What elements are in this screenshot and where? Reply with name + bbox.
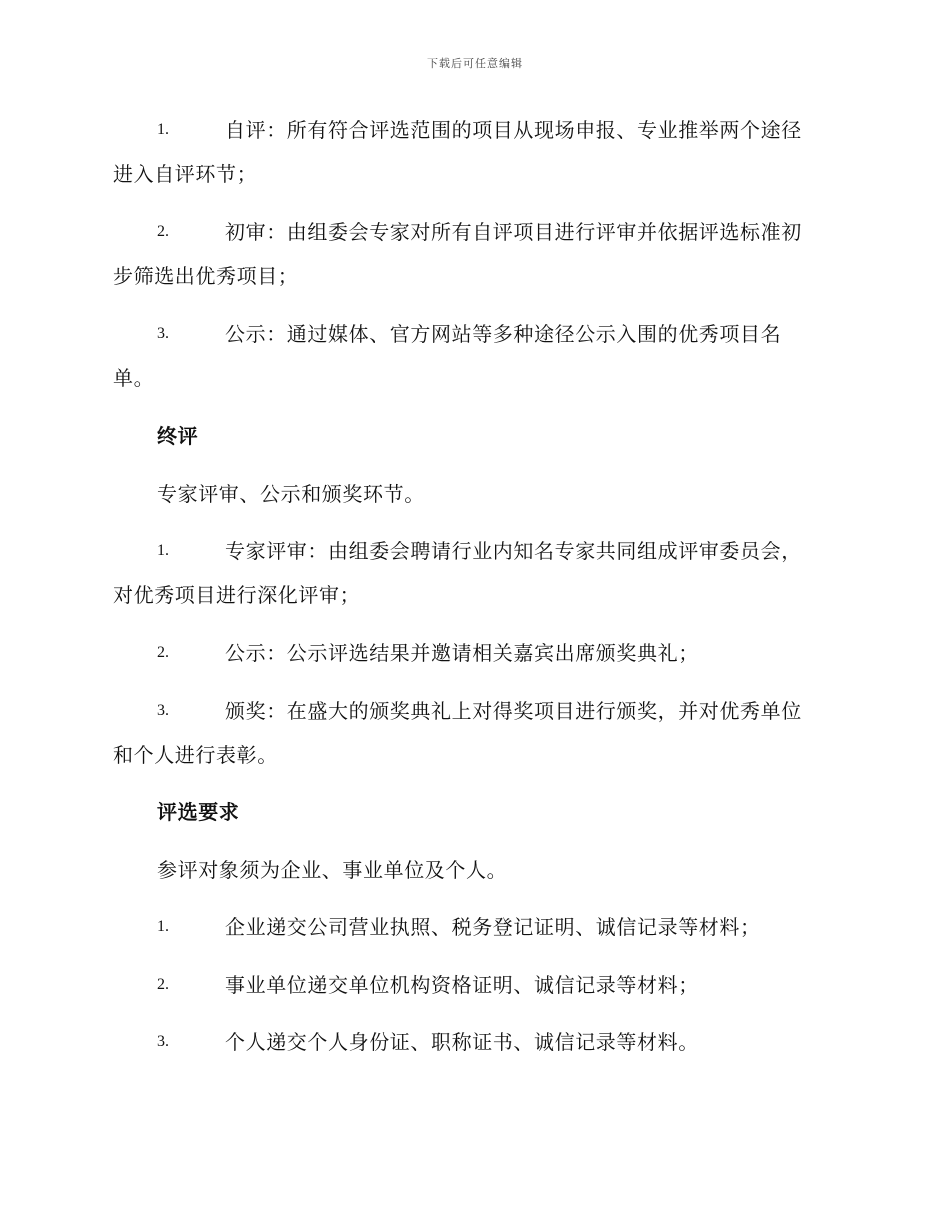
list-item <box>0 965 950 1005</box>
list-item <box>0 212 950 252</box>
list-item-text-continued: 步筛选出优秀项目； <box>113 264 299 288</box>
list-item <box>0 633 950 673</box>
list-item-text-continued: 和个人进行表彰。 <box>113 743 278 767</box>
list-number: 2. <box>157 644 169 661</box>
list-item <box>0 907 950 947</box>
list-item-text: 专家评审：由组委会聘请行业内知名专家共同组成评审委员会， <box>225 539 802 563</box>
list-item-text: 企业递交公司营业执照、税务登记证明、诚信记录等材料； <box>225 915 761 939</box>
page-header: 下载后可任意编辑 <box>427 57 523 70</box>
section-heading-requirements: 评选要求 <box>157 800 240 824</box>
list-item <box>0 1022 950 1062</box>
list-item <box>0 691 950 731</box>
list-number: 2. <box>157 223 169 240</box>
list-item-continuation <box>0 575 950 615</box>
list-item-text: 事业单位递交单位机构资格证明、诚信记录等材料； <box>225 973 699 997</box>
list-item <box>0 531 950 571</box>
list-number: 1. <box>157 121 169 138</box>
section-intro <box>0 474 950 514</box>
list-item-text: 个人递交个人身份证、职称证书、诚信记录等材料。 <box>225 1030 699 1054</box>
list-item-continuation <box>0 256 950 296</box>
list-item-text-continued: 进入自评环节； <box>113 162 258 186</box>
section-intro <box>0 850 950 890</box>
list-item-text-continued: 单。 <box>113 366 155 390</box>
section-intro-text: 专家评审、公示和颁奖环节。 <box>157 482 425 506</box>
list-item-text: 公示：公示评选结果并邀请相关嘉宾出席颁奖典礼； <box>225 641 699 665</box>
list-item-text: 公示：通过媒体、官方网站等多种途径公示入围的优秀项目名 <box>225 322 782 346</box>
list-number: 3. <box>157 325 169 342</box>
section-intro-text: 参评对象须为企业、事业单位及个人。 <box>157 858 508 882</box>
list-item-continuation <box>0 154 950 194</box>
list-item-continuation <box>0 358 950 398</box>
list-item <box>0 314 950 354</box>
section-heading <box>0 792 950 832</box>
section-heading <box>0 416 950 456</box>
section-heading-final-review: 终评 <box>157 424 199 448</box>
list-item <box>0 110 950 150</box>
list-number: 3. <box>157 702 169 719</box>
list-item-text: 初审：由组委会专家对所有自评项目进行评审并依据评选标准初 <box>225 220 802 244</box>
list-number: 3. <box>157 1033 169 1050</box>
list-number: 1. <box>157 918 169 935</box>
list-item-continuation <box>0 735 950 775</box>
list-number: 2. <box>157 976 169 993</box>
list-number: 1. <box>157 542 169 559</box>
list-item-text: 自评：所有符合评选范围的项目从现场申报、专业推举两个途径 <box>225 118 802 142</box>
list-item-text: 颁奖：在盛大的颁奖典礼上对得奖项目进行颁奖，并对优秀单位 <box>225 699 802 723</box>
list-item-text-continued: 对优秀项目进行深化评审； <box>113 583 361 607</box>
